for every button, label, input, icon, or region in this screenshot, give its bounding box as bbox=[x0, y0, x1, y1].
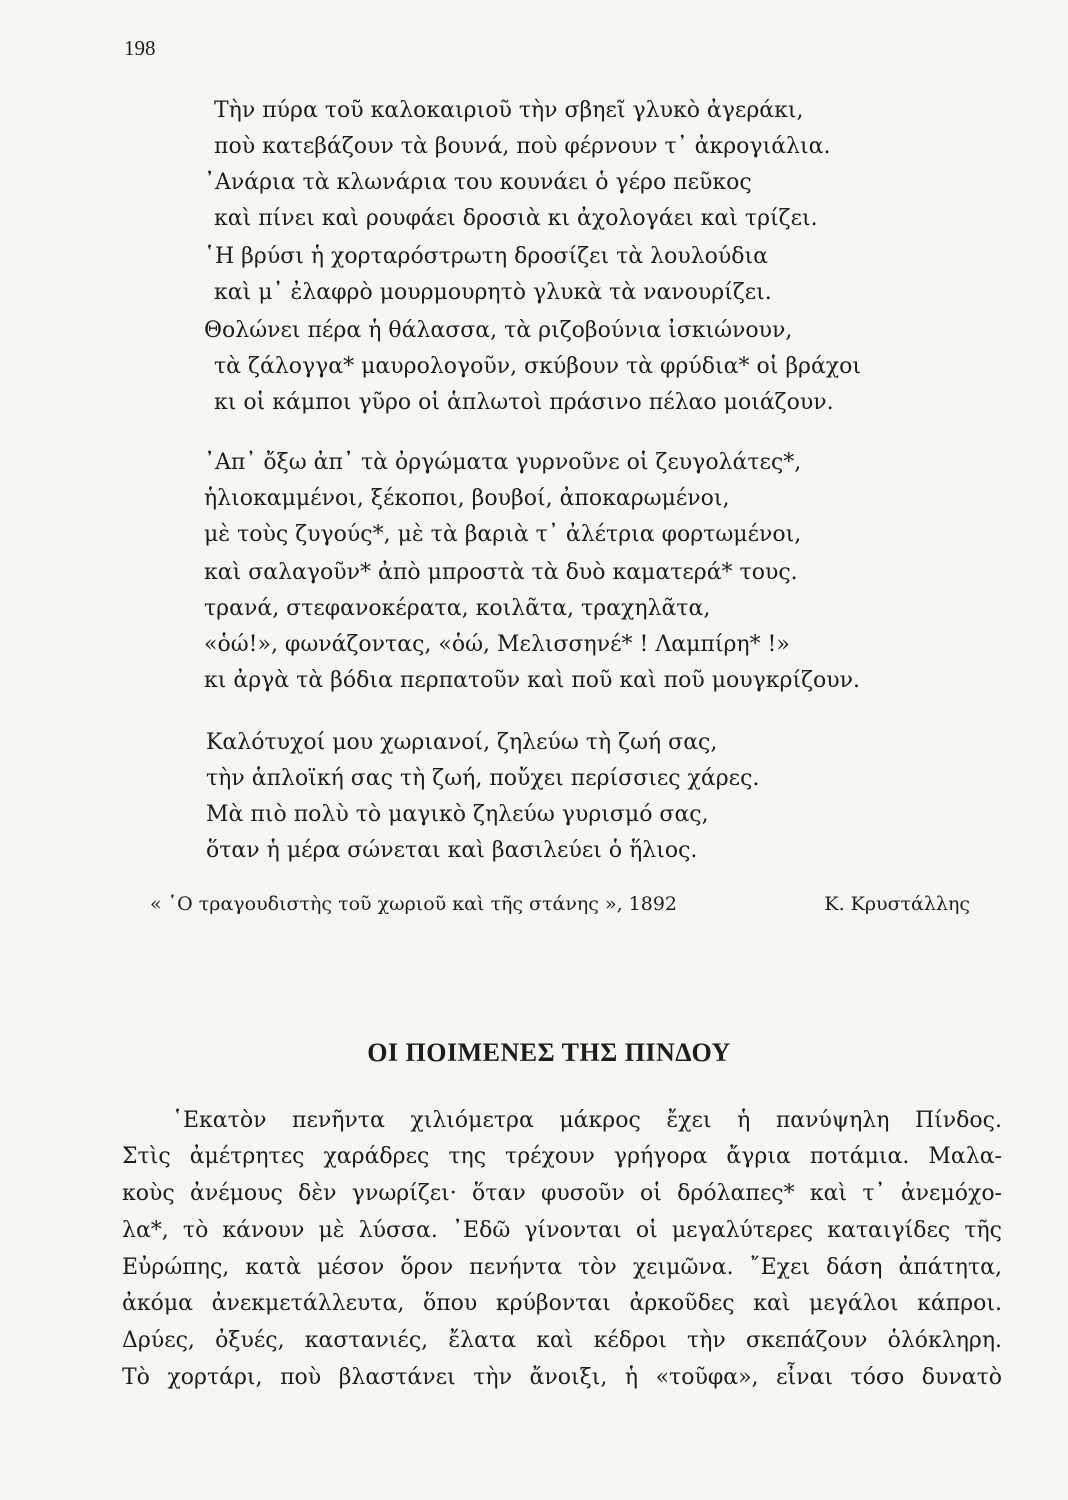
poem-line: καὶ πίνει καὶ ρουφάει δροσιὰ κι ἀχολογάει καὶ τρίζει. bbox=[214, 206, 818, 231]
poem-line: ποὺ κατεβάζουν τὰ βουνά, ποὺ φέρνουν τ᾽ ἀκρογιάλια. bbox=[214, 134, 831, 159]
poem-line: καὶ σαλαγοῦν* ἀπὸ μπροστὰ τὰ δυὸ καματερά* τους. bbox=[204, 560, 798, 585]
prose-line: Εὐρώπης, κατὰ μέσον ὅρον πενήντα τὸν χειμῶνα. ῎Εχει δάση ἀπάτητα, bbox=[122, 1255, 1002, 1280]
prose-line: ἀκόμα ἀνεκμετάλλευτα, ὅπου κρύβονται ἀρκοῦδες καὶ μεγάλοι κάπροι. bbox=[122, 1291, 1002, 1316]
section-title: ΟΙ ΠΟΙΜΕΝΕΣ ΤΗΣ ΠΙΝΔΟΥ bbox=[367, 1038, 731, 1067]
prose-line: Στὶς ἀμέτρητες χαράδρες της τρέχουν γρήγορα ἄγρια ποτάμια. Μαλα- bbox=[122, 1144, 1002, 1169]
prose-line: ῾Εκατὸν πενῆντα χιλιόμετρα μάκρος ἔχει ἡ πανύψηλη Πίνδος. bbox=[172, 1108, 1002, 1133]
poem-line: μὲ τοὺς ζυγούς*, μὲ τὰ βαριὰ τ᾽ ἀλέτρια φορτωμένοι, bbox=[204, 522, 802, 547]
poem-line: τὰ ζάλογγα* μαυρολογοῦν, σκύβουν τὰ φρύδια* οἱ βράχοι bbox=[214, 354, 862, 379]
poem-line: «ὁώ!», φωνάζοντας, «ὁώ, Μελισσηνέ* ! Λαμπίρη* !» bbox=[204, 632, 790, 657]
poem-line: κι οἱ κάμποι γῦρο οἱ ἁπλωτοὶ πράσινο πέλαο μοιάζουν. bbox=[214, 390, 834, 415]
poem-line: τὴν ἁπλοϊκή σας τὴ ζωή, ποὔχει περίσσιες χάρες. bbox=[206, 766, 760, 791]
prose-line: Δρύες, ὀξυές, καστανιές, ἔλατα καὶ κέδροι τὴν σκεπάζουν ὁλόκληρη. bbox=[122, 1328, 1002, 1353]
poem-line: ὅταν ἡ μέρα σώνεται καὶ βασιλεύει ὁ ἥλιος. bbox=[206, 838, 698, 863]
poem-line: Καλότυχοί μου χωριανοί, ζηλεύω τὴ ζωή σας, bbox=[206, 730, 718, 755]
poem-line: Μὰ πιὸ πολὺ τὸ μαγικὸ ζηλεύω γυρισμό σας, bbox=[206, 802, 709, 827]
page-number: 198 bbox=[124, 36, 156, 60]
poem-line: ἡλιοκαμμένοι, ξέκοποι, βουβοί, ἀποκαρωμένοι, bbox=[204, 486, 730, 511]
prose-line: Τὸ χορτάρι, ποὺ βλαστάνει τὴν ἄνοιξι, ἡ «τοῦφα», εἶναι τόσο δυνατὸ bbox=[122, 1365, 1002, 1390]
poem-line: Θολώνει πέρα ἡ θάλασσα, τὰ ριζοβούνια ἰσκιώνουν, bbox=[204, 318, 793, 343]
poem-source: « ῾Ο τραγουδιστὴς τοῦ χωριοῦ καὶ τῆς στάνης », 1892 bbox=[150, 893, 678, 915]
poem-line: τρανά, στεφανοκέρατα, κοιλᾶτα, τραχηλᾶτα, bbox=[204, 596, 711, 621]
poem-line: ᾽Ανάρια τὰ κλωνάρια του κουνάει ὁ γέρο πεῦκος bbox=[204, 170, 752, 195]
poem-line: καὶ μ᾽ ἐλαφρὸ μουρμουρητὸ γλυκὰ τὰ νανουρίζει. bbox=[214, 280, 772, 305]
poem-line: Τὴν πύρα τοῦ καλοκαιριοῦ τὴν σβηεῖ γλυκὸ ἀγεράκι, bbox=[214, 98, 804, 123]
poem-line: ᾽Απ᾽ ὄξω ἀπ᾽ τὰ ὀργώματα γυρνοῦνε οἱ ζευγολάτες*, bbox=[204, 450, 802, 475]
poem-author: Κ. Κρυστάλλης bbox=[824, 893, 970, 915]
poem-line: ῾Η βρύσι ἡ χορταρόστρωτη δροσίζει τὰ λουλούδια bbox=[204, 244, 769, 269]
poem-line: κι ἀργὰ τὰ βόδια περπατοῦν καὶ ποῦ καὶ ποῦ μουγκρίζουν. bbox=[204, 668, 861, 693]
prose-line: λα*, τὸ κάνουν μὲ λύσσα. ᾽Εδῶ γίνονται οἱ μεγαλύτερες καταιγίδες τῆς bbox=[122, 1218, 1002, 1243]
prose-line: κοὺς ἀνέμους δὲν γνωρίζει· ὅταν φυσοῦν οἱ δρόλαπες* καὶ τ᾽ ἀνεμόχο- bbox=[122, 1181, 1002, 1206]
